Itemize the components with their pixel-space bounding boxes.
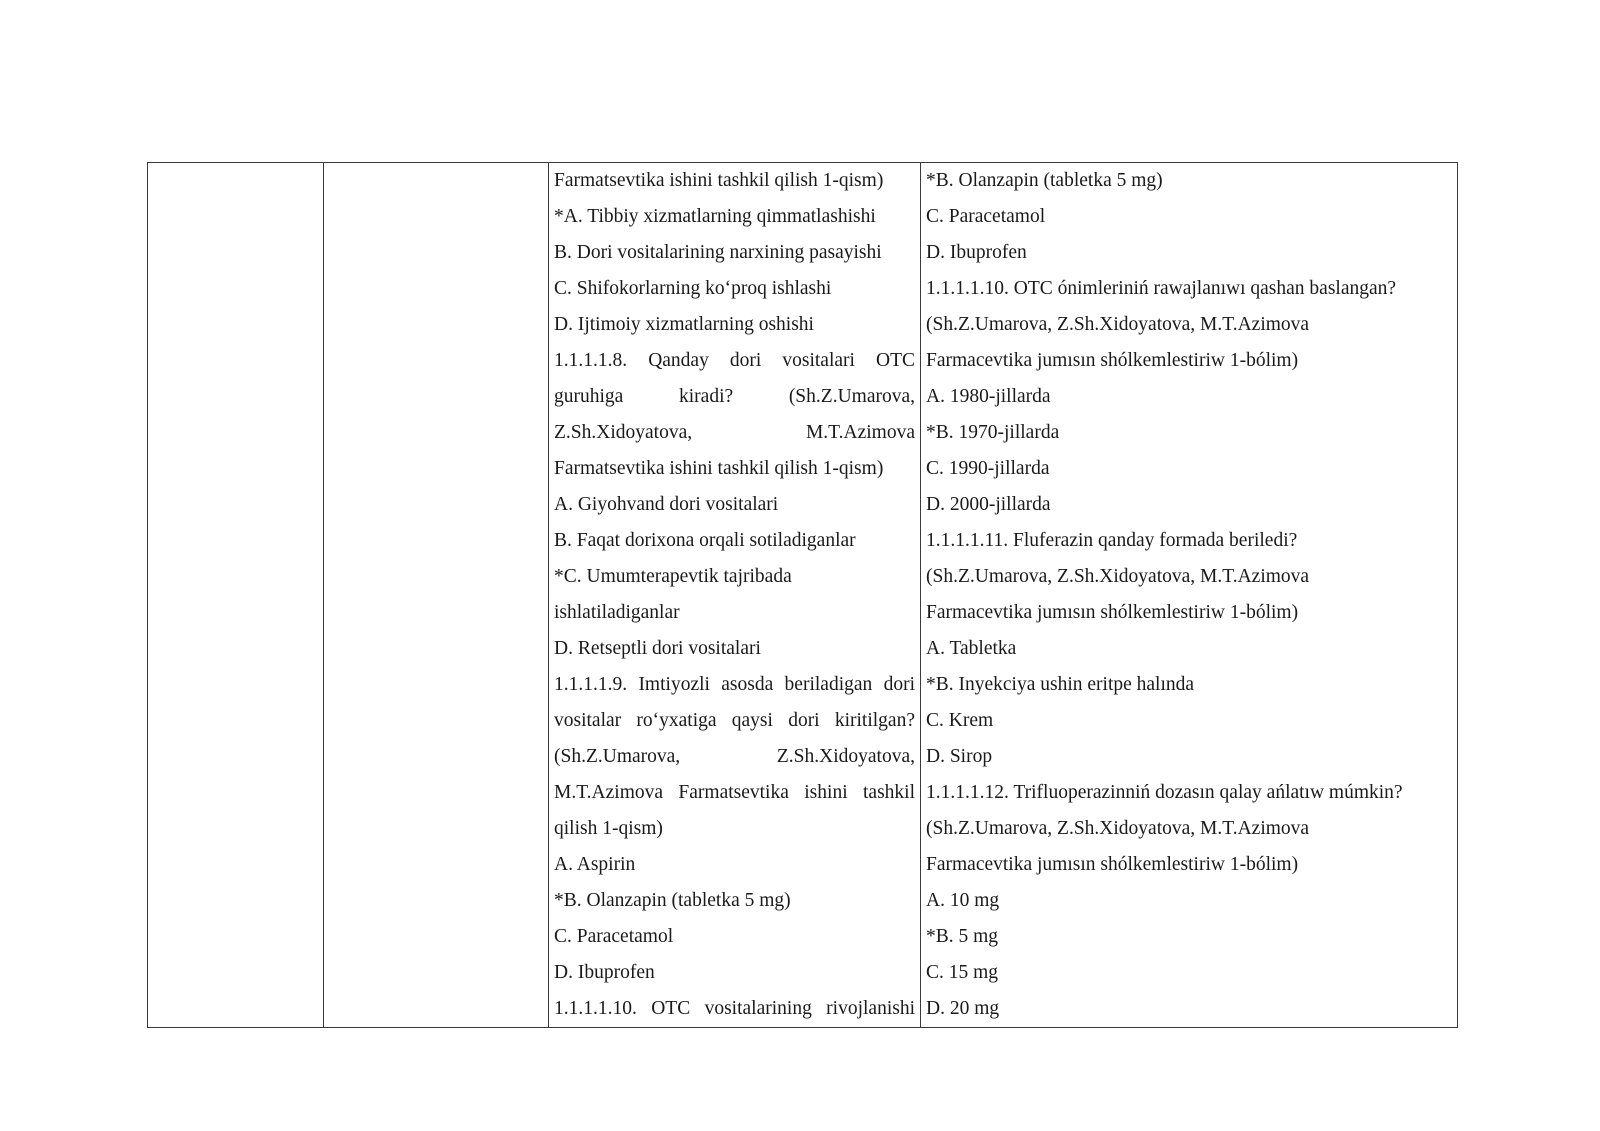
text-line: 1.1.1.1.8. Qanday dori vositalari OTC bbox=[554, 350, 915, 371]
text-line: guruhiga kiradi? (Sh.Z.Umarova, bbox=[554, 386, 915, 407]
text-line: D. Ibuprofen bbox=[926, 242, 1027, 263]
text-line: D. 2000-jillarda bbox=[926, 494, 1051, 515]
text-line: A. Giyohvand dori vositalari bbox=[554, 494, 779, 515]
text-line: C. Paracetamol bbox=[926, 206, 1046, 227]
text-line: D. Ibuprofen bbox=[554, 962, 655, 983]
text-line: *C. Umumterapevtik tajribada bbox=[554, 566, 792, 587]
text-line: C. 15 mg bbox=[926, 962, 999, 983]
table-cell-empty-2 bbox=[324, 163, 549, 1027]
text-line: 1.1.1.1.9. Imtiyozli asosda beriladigan dori bbox=[554, 674, 915, 695]
text-line: B. Dori vositalarining narxining pasayishi bbox=[554, 242, 882, 263]
table-cell-empty-1 bbox=[148, 163, 324, 1027]
text-line: C. Shifokorlarning ko‘proq ishlashi bbox=[554, 278, 832, 299]
text-line: A. Tabletka bbox=[926, 638, 1017, 659]
text-line: *B. 5 mg bbox=[926, 926, 999, 947]
text-line: 1.1.1.1.12. Trifluoperazinniń dozasın qalay ańlatıw múmkin? bbox=[926, 782, 1403, 803]
text-line: B. Faqat dorixona orqali sotiladiganlar bbox=[554, 530, 856, 551]
text-line: qilish 1-qism) bbox=[554, 818, 663, 839]
text-line: *B. Olanzapin (tabletka 5 mg) bbox=[926, 170, 1163, 191]
text-line: M.T.Azimova Farmatsevtika ishini tashkil bbox=[554, 782, 915, 803]
text-line: Farmacevtika jumısın shólkemlestiriw 1-bólim) bbox=[926, 854, 1299, 875]
text-line: Farmacevtika jumısın shólkemlestiriw 1-bólim) bbox=[926, 602, 1299, 623]
text-line: D. Retseptli dori vositalari bbox=[554, 638, 761, 659]
text-line: Farmatsevtika ishini tashkil qilish 1-qism) bbox=[554, 458, 884, 479]
text-line: 1.1.1.1.10. OTC vositalarining rivojlanishi bbox=[554, 998, 915, 1019]
text-line: (Sh.Z.Umarova, Z.Sh.Xidoyatova, M.T.Azimova bbox=[926, 314, 1310, 335]
text-line: ishlatiladiganlar bbox=[554, 602, 680, 623]
text-line: (Sh.Z.Umarova, Z.Sh.Xidoyatova, bbox=[554, 746, 915, 767]
text-line: (Sh.Z.Umarova, Z.Sh.Xidoyatova, M.T.Azimova bbox=[926, 566, 1310, 587]
text-line: D. Ijtimoiy xizmatlarning oshishi bbox=[554, 314, 814, 335]
table-cell-karakalpak-questions bbox=[921, 163, 1457, 1027]
text-line: 1.1.1.1.10. OTC ónimleriniń rawajlanıwı qashan baslangan? bbox=[926, 278, 1397, 299]
text-line: A. 1980-jillarda bbox=[926, 386, 1051, 407]
text-line: C. Krem bbox=[926, 710, 994, 731]
text-line: vositalar ro‘yxatiga qaysi dori kiritilgan? bbox=[554, 710, 915, 731]
table-cell-uzbek-questions bbox=[549, 163, 921, 1027]
text-line: *A. Tibbiy xizmatlarning qimmatlashishi bbox=[554, 206, 876, 227]
text-line: A. Aspirin bbox=[554, 854, 636, 875]
text-line: C. 1990-jillarda bbox=[926, 458, 1050, 479]
text-line: Farmatsevtika ishini tashkil qilish 1-qism) bbox=[554, 170, 884, 191]
text-line: Farmacevtika jumısın shólkemlestiriw 1-bólim) bbox=[926, 350, 1299, 371]
text-line: *B. Olanzapin (tabletka 5 mg) bbox=[554, 890, 791, 911]
text-line: *B. 1970-jillarda bbox=[926, 422, 1060, 443]
text-line: D. 20 mg bbox=[926, 998, 1000, 1019]
text-line: 1.1.1.1.11. Fluferazin qanday formada beriledi? bbox=[926, 530, 1298, 551]
document-table bbox=[147, 162, 1458, 1028]
text-line: C. Paracetamol bbox=[554, 926, 674, 947]
text-line: A. 10 mg bbox=[926, 890, 1000, 911]
text-line: Z.Sh.Xidoyatova, M.T.Azimova bbox=[554, 422, 915, 443]
text-line: D. Sirop bbox=[926, 746, 993, 767]
text-line: *B. Inyekciya ushin eritpe halında bbox=[926, 674, 1195, 695]
text-line: (Sh.Z.Umarova, Z.Sh.Xidoyatova, M.T.Azimova bbox=[926, 818, 1310, 839]
